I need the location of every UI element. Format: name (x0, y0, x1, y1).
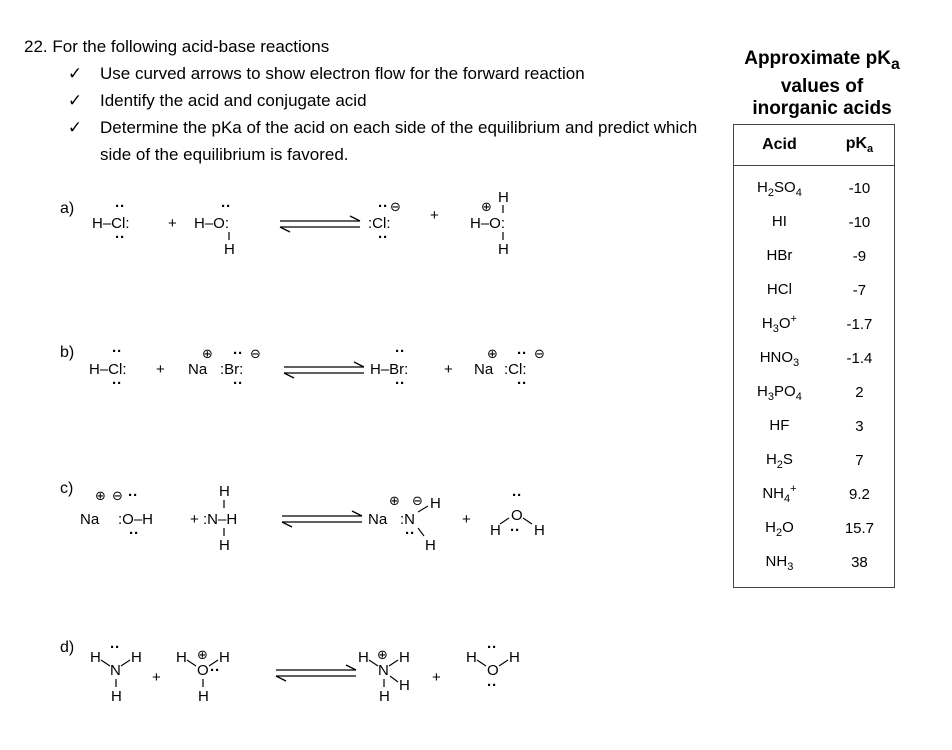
sodium-ion: Na (188, 361, 208, 378)
svg-text:··: ·· (115, 229, 125, 246)
instruction-item: ✓ Determine the pKa of the acid on each side of the equilibrium and predict which side of the equilibrium is favored. (64, 114, 704, 168)
svg-text:H: H (490, 522, 501, 539)
acid-formula: $HNO_3$ (759, 349, 800, 369)
water-product: O (487, 662, 499, 679)
svg-text:H: H (176, 649, 187, 666)
svg-text:⊕: ⊕ (389, 493, 400, 508)
pka-table-row (734, 171, 894, 205)
svg-text:⊕: ⊕ (487, 346, 498, 361)
reaction-c-label: c) (60, 480, 74, 497)
pka-table-row (734, 409, 894, 443)
svg-text:··: ·· (115, 198, 125, 215)
svg-text:··: ·· (395, 343, 405, 360)
pka-table-body (734, 166, 894, 579)
svg-text:+: + (168, 215, 177, 232)
chloride-ion: :Cl: (504, 361, 527, 378)
svg-text:··: ·· (128, 487, 138, 504)
reaction-b (60, 343, 545, 392)
pka-column-header: $pK_a$ (845, 134, 874, 156)
pka-value: 15.7 (844, 519, 875, 537)
pka-table-row (734, 477, 894, 511)
svg-text:+: + (432, 669, 441, 686)
amide-ion: :N (400, 511, 415, 528)
svg-text:⊖: ⊖ (534, 346, 545, 361)
acid-formula: HBr (766, 247, 793, 264)
svg-text:⊕: ⊕ (202, 346, 213, 361)
equilibrium-arrow (282, 511, 362, 527)
question-title: 22. For the following acid-base reactions (24, 37, 330, 56)
acid-formula: $H_2SO_4$ (757, 179, 802, 199)
hydronium-reactant: O (197, 662, 209, 679)
svg-text:··: ·· (510, 522, 520, 539)
pka-table (733, 124, 895, 588)
hydroxide-ion: :O–H (118, 511, 154, 528)
instruction-item: ✓ Identify the acid and conjugate acid (64, 87, 704, 114)
svg-text:H: H (399, 677, 410, 694)
svg-text:··: ·· (129, 525, 139, 542)
svg-text:··: ·· (112, 343, 122, 360)
svg-text:⊖: ⊖ (390, 199, 401, 214)
pka-table-row (734, 341, 894, 375)
hydronium-product: H–O: (470, 215, 506, 232)
acid-formula: HI (771, 213, 787, 230)
pka-value: 9.2 (849, 485, 870, 503)
svg-text:⊖: ⊖ (412, 493, 423, 508)
instruction-item: ✓ Use curved arrows to show electron flow for the forward reaction (64, 60, 704, 87)
reaction-a-label: a) (60, 200, 75, 217)
svg-text:⊕: ⊕ (377, 647, 388, 662)
svg-text:H: H (219, 483, 230, 500)
equilibrium-arrow (280, 216, 360, 232)
svg-text:+: + (444, 361, 453, 378)
acid-formula: $H_3O^+$ (761, 313, 797, 335)
check-icon: ✓ (67, 64, 83, 83)
pka-table-row (734, 545, 894, 579)
svg-text:··: ·· (487, 639, 497, 656)
reaction-a (60, 189, 509, 258)
acid-formula: $H_2S$ (765, 451, 793, 471)
reaction-b-label: b) (60, 344, 75, 361)
svg-text:··: ·· (233, 375, 243, 392)
svg-text:··: ·· (112, 375, 122, 392)
bromide-ion: :Br: (220, 361, 244, 378)
hcl-reactant: H–Cl: (92, 215, 130, 232)
pka-value: 7 (855, 451, 864, 469)
equilibrium-arrow (284, 362, 364, 378)
water-reactant: H–O: (194, 215, 230, 232)
svg-text:H: H (219, 537, 230, 554)
svg-text:··: ·· (517, 375, 527, 392)
acid-formula: $H_3PO_4$ (757, 383, 802, 403)
svg-text:··: ·· (378, 198, 388, 215)
acid-formula: $H_2O$ (765, 519, 794, 539)
check-icon: ✓ (67, 118, 83, 137)
equilibrium-arrow (276, 665, 356, 681)
acid-formula: $NH_3$ (765, 553, 794, 573)
svg-text:··: ·· (487, 677, 497, 694)
pka-table-row (734, 511, 894, 545)
ammonia-reactant: :N–H (203, 511, 238, 528)
svg-text:··: ·· (512, 487, 522, 504)
reaction-d (60, 639, 520, 705)
pka-value: 2 (855, 383, 864, 401)
svg-text:⊕: ⊕ (197, 647, 208, 662)
acid-formula: HF (769, 417, 790, 434)
svg-text:+: + (190, 511, 199, 528)
pka-value: -9 (852, 247, 867, 265)
svg-text:H: H (111, 688, 122, 705)
svg-text:H: H (379, 688, 390, 705)
acid-formula: $NH_4^+$ (762, 483, 797, 505)
chloride-product: :Cl: (368, 215, 391, 232)
svg-text:H: H (425, 537, 436, 554)
svg-text:··: ·· (405, 525, 415, 542)
pka-value: -10 (848, 213, 871, 231)
ammonia-reactant: N (110, 662, 121, 679)
svg-text:··: ·· (210, 662, 220, 679)
acid-formula: HCl (766, 281, 792, 298)
pka-table-header (734, 125, 894, 166)
svg-text:H: H (498, 189, 509, 206)
svg-text:+: + (152, 669, 161, 686)
pka-value: 38 (851, 553, 868, 571)
svg-text:⊕: ⊕ (95, 488, 106, 503)
svg-text:⊖: ⊖ (250, 346, 261, 361)
sodium-ion: Na (368, 511, 388, 528)
pka-table-row (734, 205, 894, 239)
svg-text:⊖: ⊖ (112, 488, 123, 503)
svg-text:H: H (498, 241, 509, 258)
ammonium-product: N (378, 662, 389, 679)
water-product: O (511, 507, 523, 524)
svg-text:H: H (509, 649, 520, 666)
svg-text:+: + (430, 207, 439, 224)
svg-text:H: H (466, 649, 477, 666)
pka-table-row (734, 273, 894, 307)
pka-value: -1.7 (846, 315, 873, 333)
svg-text:··: ·· (233, 345, 243, 362)
pka-table-row (734, 239, 894, 273)
svg-text:+: + (156, 361, 165, 378)
sodium-ion: Na (80, 511, 100, 528)
svg-text:H: H (399, 649, 410, 666)
svg-text:H: H (224, 241, 235, 258)
pka-value: -10 (848, 179, 871, 197)
svg-text:⊕: ⊕ (481, 199, 492, 214)
svg-text:··: ·· (110, 639, 120, 656)
check-icon: ✓ (67, 91, 83, 110)
svg-text:··: ·· (517, 345, 527, 362)
svg-text:H: H (430, 495, 441, 512)
reaction-c (60, 480, 545, 554)
hcl-reactant: H–Cl: (89, 361, 127, 378)
svg-text:··: ·· (221, 198, 231, 215)
svg-text:··: ·· (395, 375, 405, 392)
pka-table-row (734, 307, 894, 341)
svg-text:H: H (534, 522, 545, 539)
sodium-ion: Na (474, 361, 494, 378)
pka-table-row (734, 443, 894, 477)
svg-text:··: ·· (378, 229, 388, 246)
svg-text:H: H (198, 688, 209, 705)
hbr-product: H–Br: (370, 361, 409, 378)
svg-text:H: H (131, 649, 142, 666)
acid-column-header: Acid (762, 136, 797, 153)
svg-text:+: + (462, 511, 471, 528)
svg-text:H: H (90, 649, 101, 666)
pka-value: -7 (852, 281, 867, 299)
pka-value: -1.4 (846, 349, 873, 367)
reaction-d-label: d) (60, 639, 75, 656)
svg-text:H: H (219, 649, 230, 666)
pka-value: 3 (855, 417, 864, 435)
pka-table-row (734, 375, 894, 409)
svg-text:H: H (358, 649, 369, 666)
pka-table-title: Approximate $pK_a$ values of inorganic acids (744, 48, 900, 119)
